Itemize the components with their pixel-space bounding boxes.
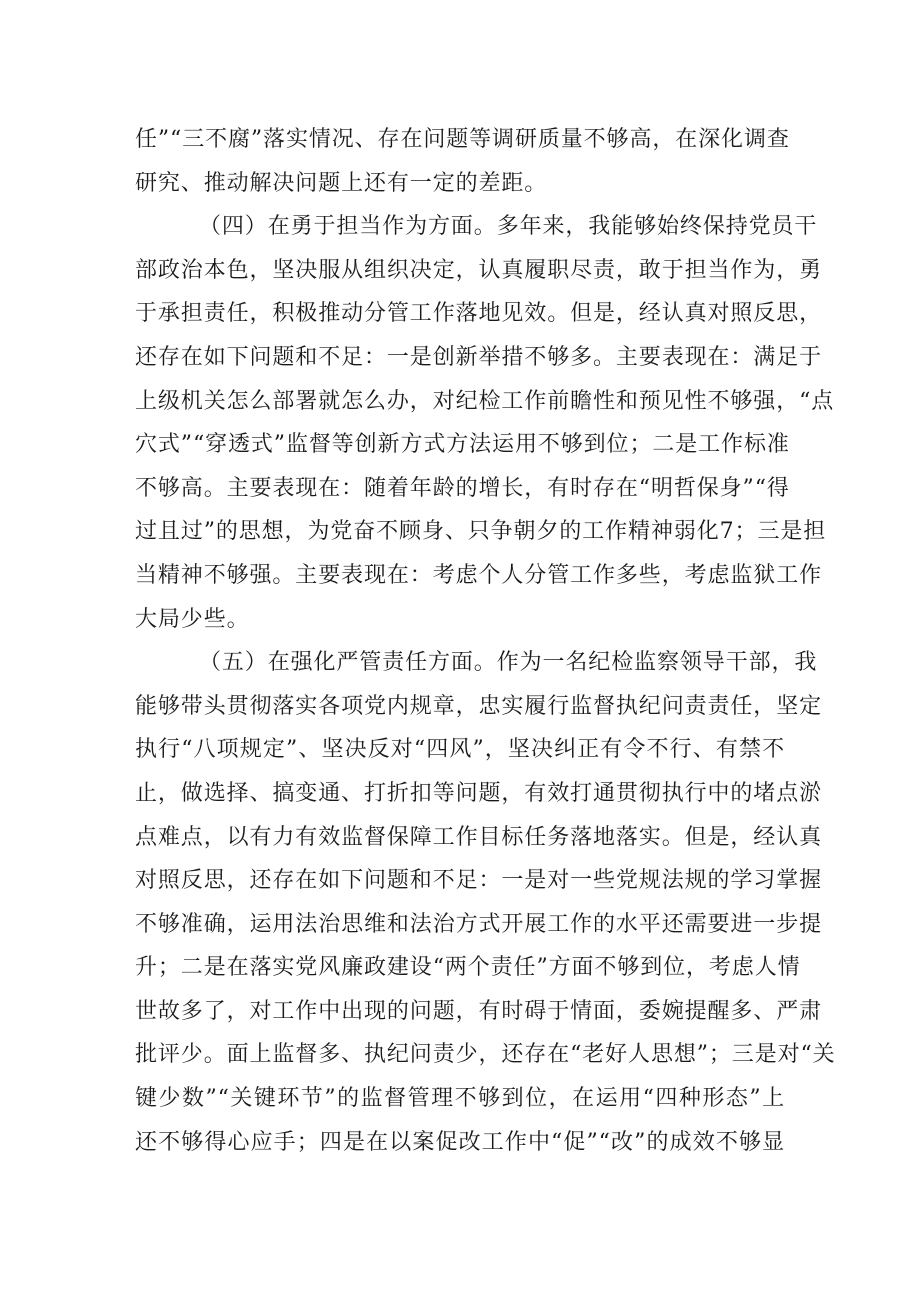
text-line: 不够准确，运用法治思维和法治方式开展工作的水平还需要进一步提 (135, 911, 823, 937)
paragraph-section-four (135, 205, 835, 641)
text-line: 当精神不够强。主要表现在：考虑个人分管工作多些，考虑监狱工作 (135, 562, 823, 588)
text-line: 于承担责任，积极推动分管工作落地见效。但是，经认真对照反思， (135, 301, 823, 327)
text-line: 批评少。面上监督多、执纪问责少，还存在“老好人思想”；三是对“关 (135, 1042, 836, 1068)
text-line: 止，做选择、搞变通、打折扣等问题，有效打通贯彻执行中的堵点淤 (135, 780, 823, 806)
text-line: 世故多了，对工作中出现的问题，有时碍于情面，委婉提醒多、严肃 (135, 998, 823, 1024)
text-line: 对照反思，还存在如下问题和不足：一是对一些党规法规的学习掌握 (135, 868, 823, 894)
text-line: 点难点，以有力有效监督保障工作目标任务落地落实。但是，经认真 (135, 824, 823, 850)
document-body (135, 118, 836, 1164)
text-line: 能够带头贯彻落实各项党内规章，忠实履行监督执纪问责责任，坚定 (135, 693, 823, 719)
paragraph-intro (135, 118, 790, 205)
text-line: 键少数”“关键环节”的监督管理不够到位，在运用“四种形态”上 (135, 1086, 785, 1112)
text-line: 还存在如下问题和不足：一是创新举措不够多。主要表现在：满足于 (135, 344, 823, 370)
text-line: 还不够得心应手；四是在以案促改工作中“促”“改”的成效不够显 (135, 1129, 785, 1155)
text-line: 过且过”的思想，为党奋不顾身、只争朝夕的工作精神弱化7；三是担 (135, 519, 827, 545)
text-line: 上级机关怎么部署就怎么办，对纪检工作前瞻性和预见性不够强，“点 (135, 388, 835, 414)
text-line: 研究、推动解决问题上还有一定的差距。 (135, 170, 548, 196)
paragraph-heading-line: （五）在强化严管责任方面。作为一名纪检监察领导干部，我 (199, 650, 818, 676)
text-line: 任”“三不腐”落实情况、存在问题等调研质量不够高，在深化调查 (135, 127, 790, 152)
text-line: 部政治本色，坚决服从组织决定，认真履职尽责，敢于担当作为，勇 (135, 257, 823, 283)
text-line: 大局少些。 (135, 606, 250, 632)
text-line: 执行“八项规定”、坚决反对“四风”，坚决纠正有令不行、有禁不 (135, 737, 785, 763)
text-line: 不够高。主要表现在：随着年龄的增长，有时存在“明哲保身”“得 (135, 475, 790, 501)
text-line: 穴式”“穿透式”监督等创新方式方法运用不够到位；二是工作标准 (135, 432, 790, 458)
text-line: 升；二是在落实党风廉政建设“两个责任”方面不够到位，考虑人情 (135, 955, 801, 981)
paragraph-heading-line: （四）在勇于担当作为方面。多年来，我能够始终保持党员干 (199, 214, 818, 240)
paragraph-section-five (135, 641, 836, 1164)
